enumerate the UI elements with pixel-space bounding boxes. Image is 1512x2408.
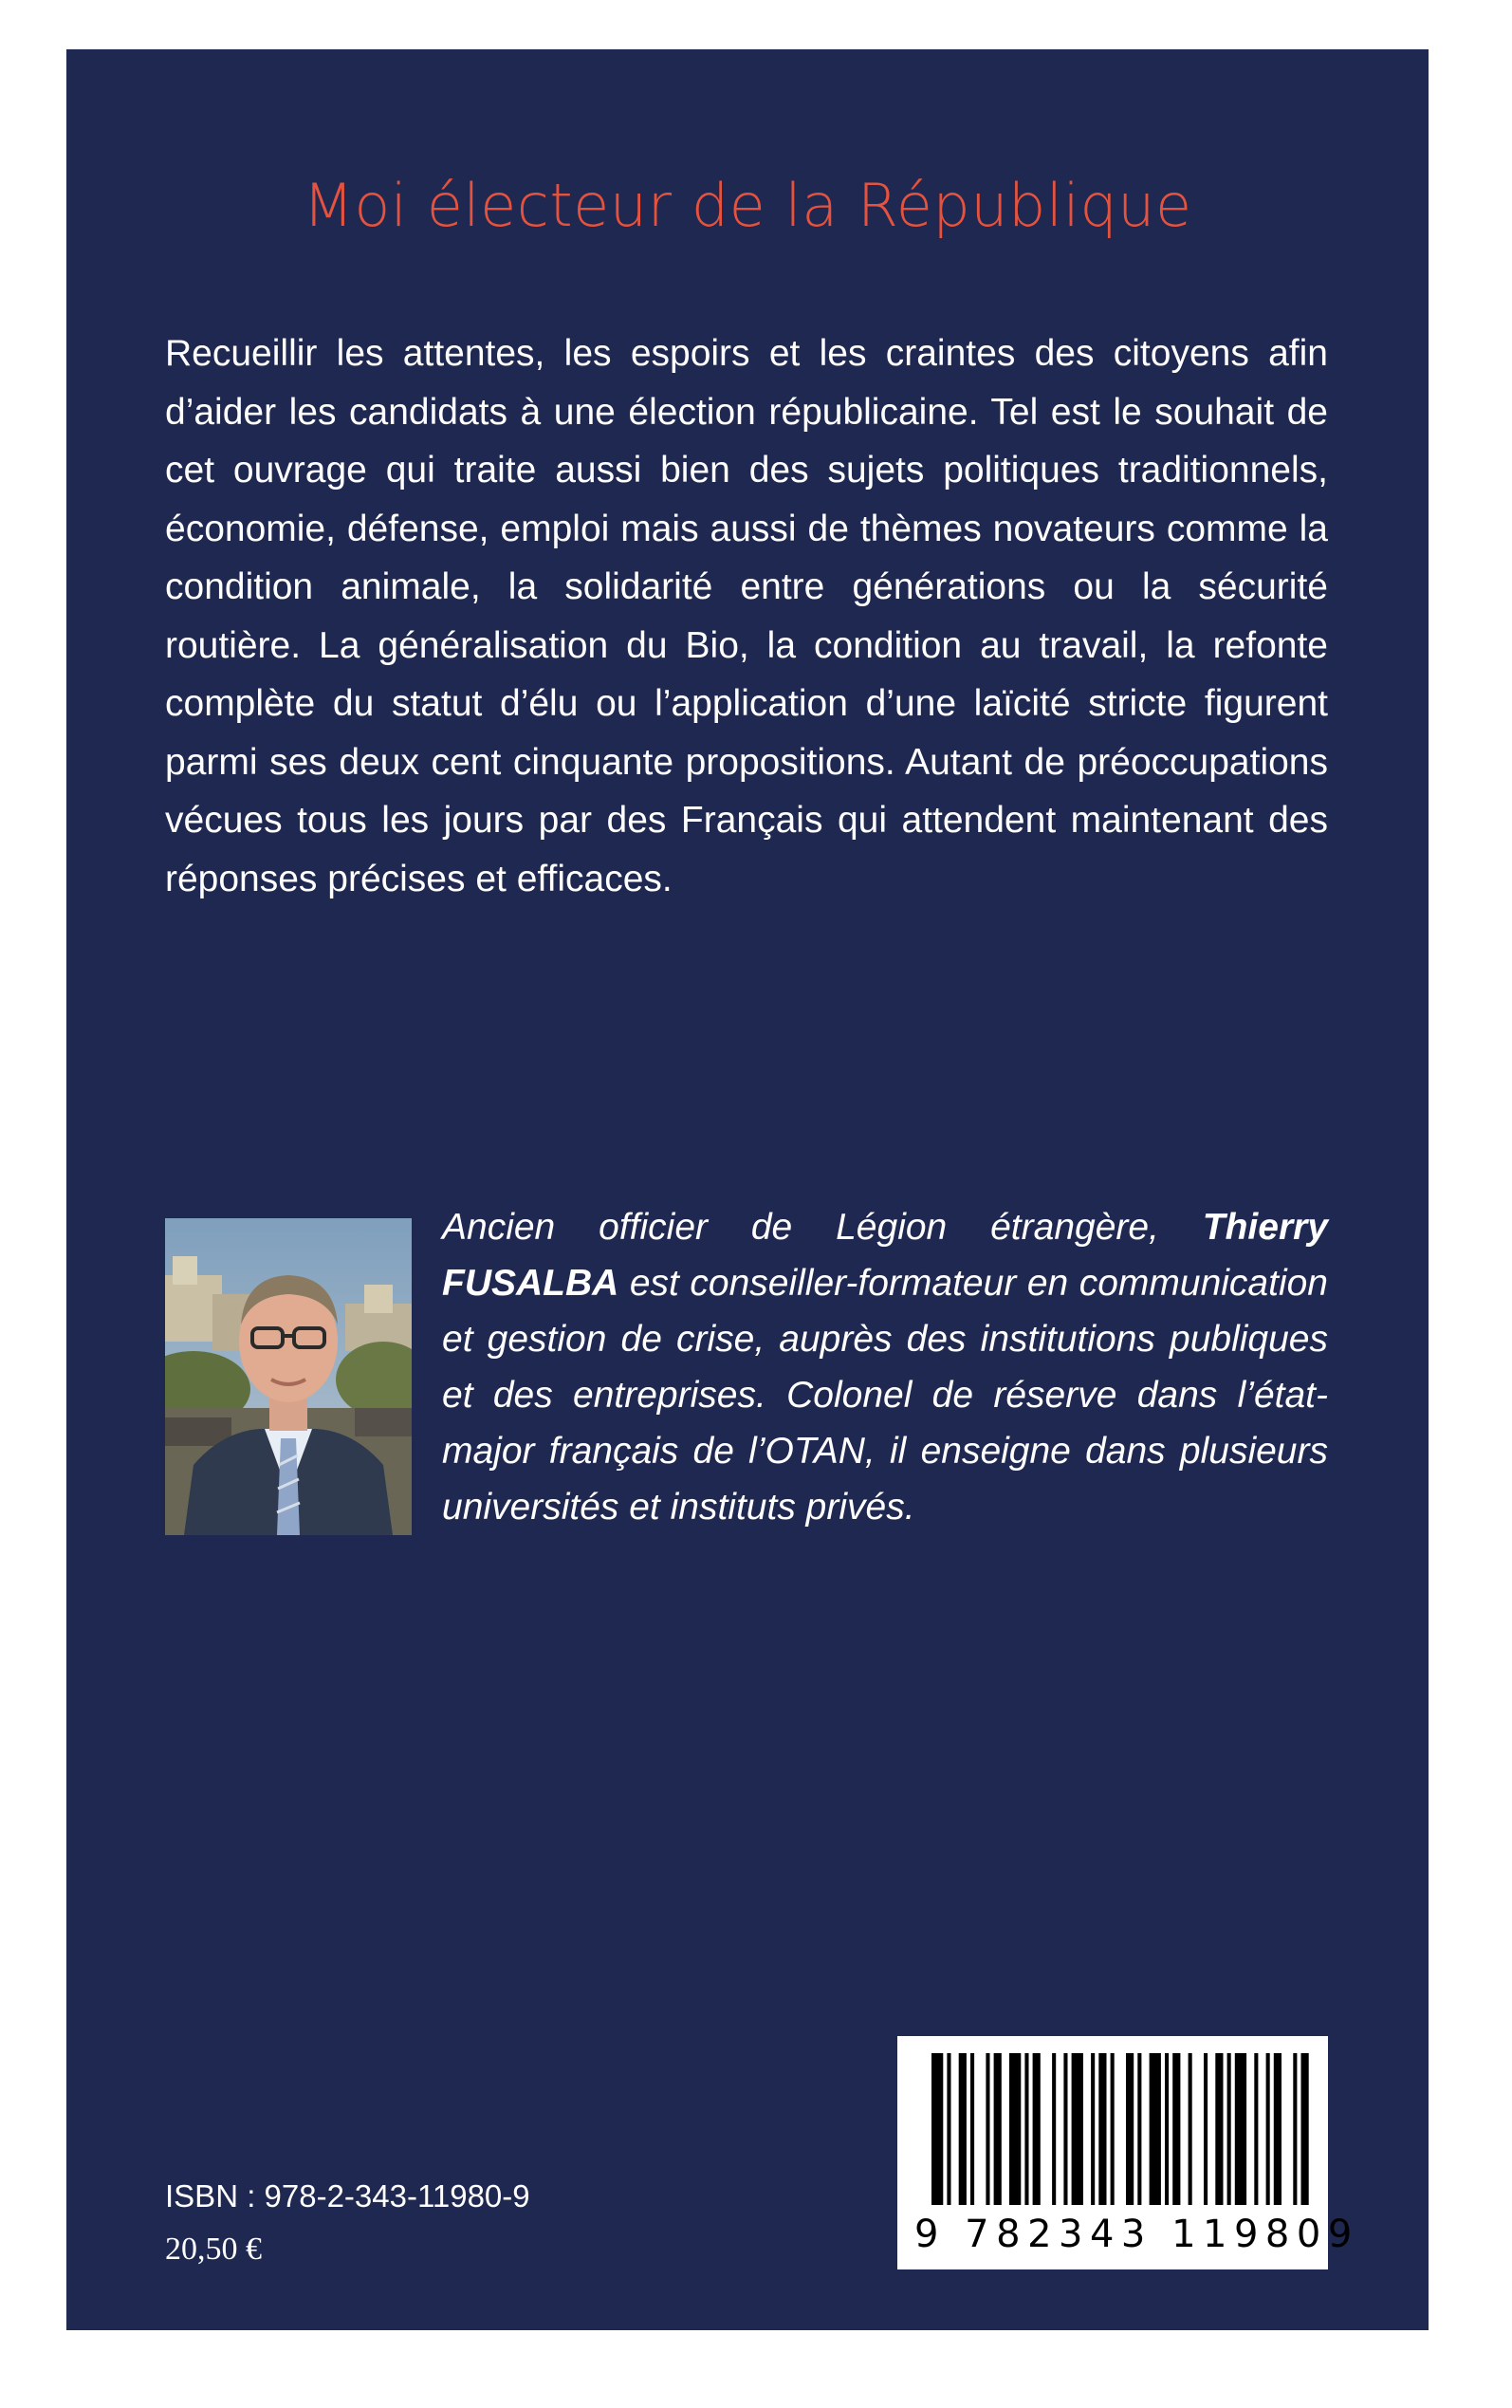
barcode-bar xyxy=(1254,2053,1258,2205)
barcode-bar xyxy=(1274,2053,1282,2205)
barcode-bar xyxy=(1266,2053,1270,2205)
barcode-bar xyxy=(1072,2053,1083,2205)
barcode-bar xyxy=(1137,2053,1141,2205)
book-title: Moi électeur de la République xyxy=(303,171,1192,240)
barcode-bar xyxy=(1189,2053,1192,2205)
barcode-bar xyxy=(1227,2053,1231,2205)
barcode-bar xyxy=(1111,2053,1115,2205)
author-bio-intro: Ancien officier de Légion étrangère, xyxy=(442,1207,1203,1248)
barcode-bar xyxy=(1126,2053,1134,2205)
author-bio xyxy=(442,1199,1328,1535)
barcode-bar xyxy=(986,2053,989,2205)
barcode-bars xyxy=(897,2036,1328,2216)
barcode-digits: 9 782343 119809 xyxy=(914,2213,1359,2256)
barcode-bar xyxy=(1024,2053,1028,2205)
barcode-bar xyxy=(931,2053,943,2205)
barcode-bar xyxy=(1091,2053,1095,2205)
author-photo xyxy=(165,1218,412,1535)
price: 20,50 € xyxy=(165,2232,262,2267)
barcode-bar xyxy=(1052,2053,1056,2205)
barcode-bar xyxy=(1215,2053,1223,2205)
barcode-bar xyxy=(994,2053,1002,2205)
barcode-bar xyxy=(1150,2053,1161,2205)
author-bio-rest: est conseiller-formateur en communication et gestion de crise, auprès des institutions publiques et des entreprises. Colonel de réserve dans l’état-major français de l’OTAN, il enseigne dans plusieurs universités et instituts privés. xyxy=(442,1263,1328,1528)
barcode xyxy=(897,2036,1359,2269)
barcode-bar xyxy=(1172,2053,1180,2205)
barcode-bar xyxy=(1009,2053,1021,2205)
isbn: ISBN : 978-2-343-11980-9 xyxy=(165,2178,530,2214)
barcode-bar xyxy=(959,2053,967,2205)
barcode-bar xyxy=(970,2053,974,2205)
barcode-bar xyxy=(1063,2053,1067,2205)
barcode-bar xyxy=(1301,2053,1309,2205)
back-cover xyxy=(66,49,1429,2330)
author-name: Thierry FUSALBA xyxy=(442,1207,1328,1304)
barcode-bar xyxy=(1235,2053,1246,2205)
barcode-bar xyxy=(1204,2053,1208,2205)
book-summary: Recueillir les attentes, les espoirs et les craintes des citoyens afin d’aider les candidats à une élection républicaine. Tel est le souhait de cet ouvrage qui traite aussi bien des sujets politiques traditionnels, économie, défense, emploi mais aussi de thèmes novateurs comme la condition animale, la solidarité entre générations ou la sécurité routière. La généralisation du Bio, la condition au travail, la refonte complète du statut d’élu ou l’application d’une laïcité stricte figurent parmi ses deux cent cinquante propositions. Autant de préoccupations vécues tous les jours par des Français qui attendent maintenant des réponses précises et efficaces. xyxy=(165,333,1328,899)
barcode-bar xyxy=(947,2053,950,2205)
barcode-bar xyxy=(1165,2053,1169,2205)
barcode-bar xyxy=(1293,2053,1297,2205)
barcode-bar xyxy=(1033,2053,1041,2205)
barcode-bar xyxy=(1098,2053,1106,2205)
